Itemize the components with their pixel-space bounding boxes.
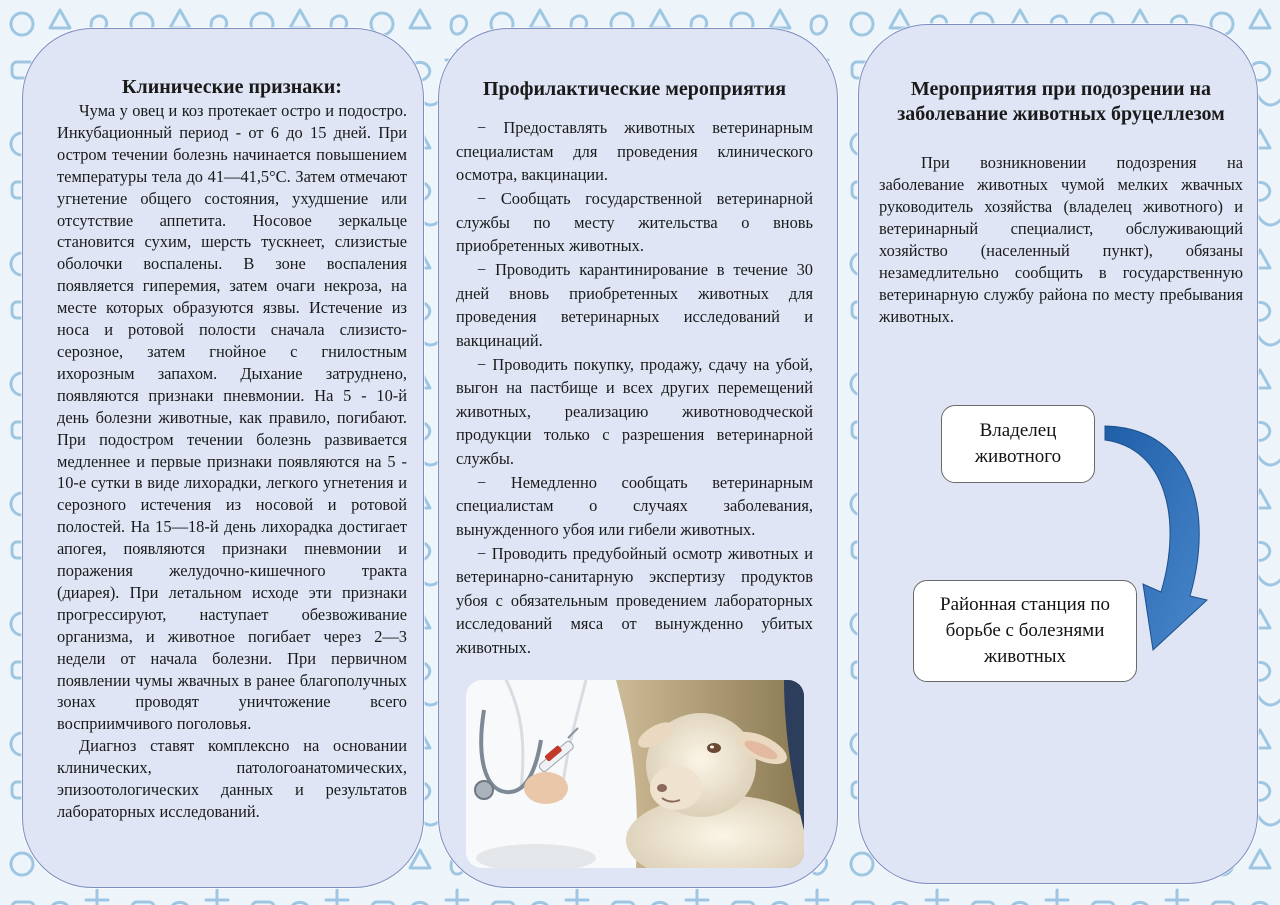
prevention-item: − Проводить покупку, продажу, сдачу на убой, выгон на пастбище и всех других перемещений животных, реализацию животноводческой продукции только с разрешения ветеринарной службы. [456,354,813,468]
prevention-item: − Предоставлять животных ветеринарным специалистам для проведения клинического осмотра, вакцинации. [456,118,813,184]
flow-box-station-label: Районная станция по борьбе с болезнями животных [940,594,1110,667]
prevention-item: − Сообщать государственной ветеринарной службы по месту жительства о вновь приобретенных животных. [456,189,813,255]
prevention-item: − Проводить предубойный осмотр животных и ветеринарно-санитарную экспертизу продуктов убоя с обязательным проведением лабораторных исследований мяса от вынужденно убитых животных. [456,543,813,657]
suspicion-title: Мероприятия при подозрении на заболевание животных бруцеллезом [897,78,1225,125]
suspicion-paragraph: При возникновении подозрения на заболевание животных чумой мелких жвачных руководитель хозяйства (владелец животного) и ветеринарный специалист, обслуживающий хозяйство (населенный пункт), обязаны незамедлительно сообщить в государственную ветеринарную службу района по месту пребывания животных. [879,153,1243,326]
curved-arrow-icon [1095,418,1215,658]
clinical-paragraph: Чума у овец и коз протекает остро и подостро. Инкубационный период - от 6 до 15 дней. При остром течении болезнь начинается повышением температуры тела до 41—41,5°С. Затем отмечают угнетение общего состояния, ухудшение или отсутствие аппетита. Носовое зеркальце становится сухим, шерсть тускнеет, слизистые оболочки воспалены. В зоне воспаления появляется гиперемия, затем очаги некроза, на месте которых образуются язвы. Истечение из носа и ротовой полости сначала слизисто-серозное, затем гнойное с гнилостным ихорозным запахом. Дыхание затруднено, появляются признаки пневмонии. На 5 - 10-й день болезни животные, как правило, погибают. При подостром течении болезнь развивается медленнее и первые признаки появляются на 5 - 10-е сутки в виде лихорадки, легкого угнетения и серозного истечения из носовой и ротовой полостей. На 15—18-й день лихорадка достигает апогея, появляются признаки пневмонии и поражения желудочно-кишечного тракта (диарея). При летальном исходе эти признаки прогрессируют, наступает обезвоживание организма, и животное погибает через 2—3 недели от начала болезни. При первичном появлении чумы жвачных в ранее благополучных зонах проводят уничтожение всего восприимчивого поголовья. [57,101,407,734]
flow-box-owner [941,405,1095,483]
flow-box-owner-label: Владелец животного [974,420,1062,467]
suspicion-text [879,152,1243,328]
clinical-signs-text [57,100,407,823]
prevention-item: − Проводить карантинирование в течение 30 дней вновь приобретенных животных для проведения ветеринарных исследований и вакцинаций. [456,260,813,350]
clinical-signs-title: Клинические признаки: [122,76,342,98]
prevention-list [456,116,813,659]
prevention-title: Профилактические мероприятия [482,78,787,100]
vet-lamb-photo [466,680,804,868]
clinical-paragraph: Диагноз ставят комплексно на основании клинических, патологоанатомических, эпизоотологических данных и результатов лабораторных исследований. [57,736,407,821]
prevention-item: − Немедленно сообщать ветеринарным специалистам о случаях заболевания, вынужденного убоя или гибели животных. [456,472,813,539]
clinical-signs-panel [22,28,424,888]
